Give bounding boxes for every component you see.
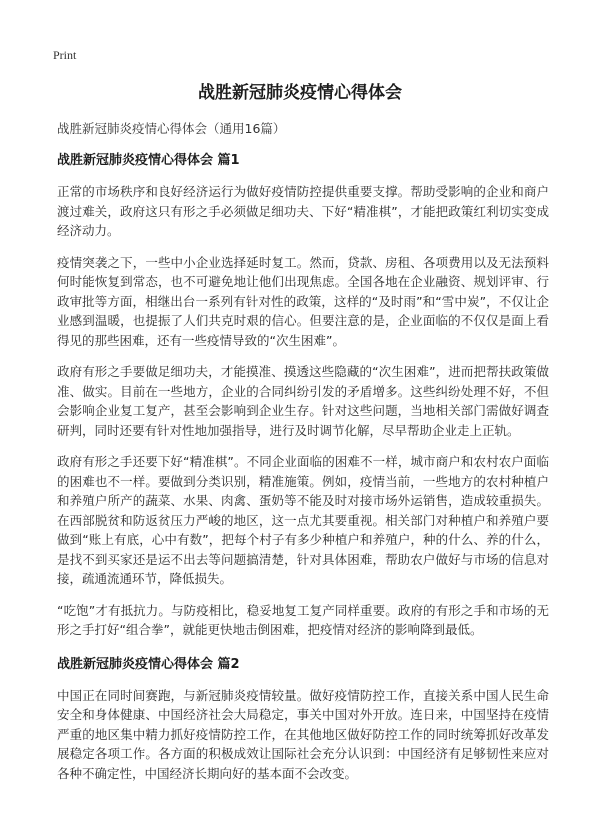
article-subtitle: 战胜新冠肺炎疫情心得体会（通用16篇） bbox=[57, 121, 286, 136]
page-title: 战胜新冠肺炎疫情心得体会 bbox=[198, 83, 402, 103]
section-1 bbox=[57, 152, 549, 640]
paragraph: 政府有形之手还要下好“精准棋”。不同企业面临的困难不一样，城市商户和农村农户面临的困难也不一样。要做到分类识别，精准施策。例如，疫情当前，一些地方的农村种植户和养殖户所产的蔬菜、水果、肉禽、蛋奶等不能及时对接市场外运销售，造成较重损失。在西部脱贫和防返贫压力严峻的地区，这一点尤其要重视。相关部门对种植户和养殖户要做到“账上有底，心中有数”，把每个村子有多少种植户和养殖户，种的什么、养的什么，是找不到买家还是运不出去等问题搞清楚，针对具体困难，帮助农户做好与市场的信息对接，疏通流通环节，降低损失。 bbox=[57, 454, 549, 586]
article-body bbox=[57, 120, 549, 795]
paragraph: 正常的市场秩序和良好经济运行为做好疫情防控提供重要支撑。帮助受影响的企业和商户渡过难关，政府这只有形之手必须做足细功夫、下好“精准棋”，才能把政策红利切实变成经济动力。 bbox=[57, 184, 549, 238]
paragraph: 疫情突袭之下，一些中小企业选择延时复工。然而，贷款、房租、各项费用以及无法预料何时能恢复到常态，也不可避免地让他们出现焦虑。全国各地在企业融资、规划评审、行政审批等方面，相继出台一系列有针对性的政策，这样的“及时雨”和“雪中炭”，不仅让企业感到温暖，也提振了人们共克时艰的信心。但要注意的是，企业面临的不仅仅是面上看得见的那些困难，还有一些疫情导致的“次生困难”。 bbox=[57, 254, 549, 348]
section-heading: 战胜新冠肺炎疫情心得体会 篇1 bbox=[57, 153, 240, 168]
print-link[interactable]: Print bbox=[53, 48, 77, 62]
paragraph: 政府有形之手要做足细功夫，才能摸准、摸透这些隐藏的“次生困难”，进而把帮扶政策做准、做实。目前在一些地方，企业的合同纠纷引发的矛盾增多。这些纠纷处理不好，不但会影响企业复工复产，甚至会影响到企业生存。针对这些问题，当地相关部门需做好调查研判，同时还要有针对性地加强指导，进行及时调节化解，尽早帮助企业走上正轨。 bbox=[57, 364, 549, 438]
paragraph: “吃饱”才有抵抗力。与防疫相比，稳妥地复工复产同样重要。政府的有形之手和市场的无形之手打好“组合拳”，就能更快地击倒困难，把疫情对经济的影响降到最低。 bbox=[57, 602, 549, 637]
section-2 bbox=[57, 656, 549, 784]
section-heading: 战胜新冠肺炎疫情心得体会 篇2 bbox=[57, 656, 240, 672]
paragraph: 中国正在同时间赛跑，与新冠肺炎疫情较量。做好疫情防控工作，直接关系中国人民生命安全和身体健康、中国经济社会大局稳定，事关中国对外开放。连日来，中国坚持在疫情严重的地区集中精力抓好疫情防控工作，在其他地区做好防控工作的同时统筹抓好改革发展稳定各项工作。各方面的积极成效让国际社会充分认识到：中国经济有足够韧性来应对各种不确定性，中国经济长期向好的基本面不会改变。 bbox=[57, 687, 549, 781]
